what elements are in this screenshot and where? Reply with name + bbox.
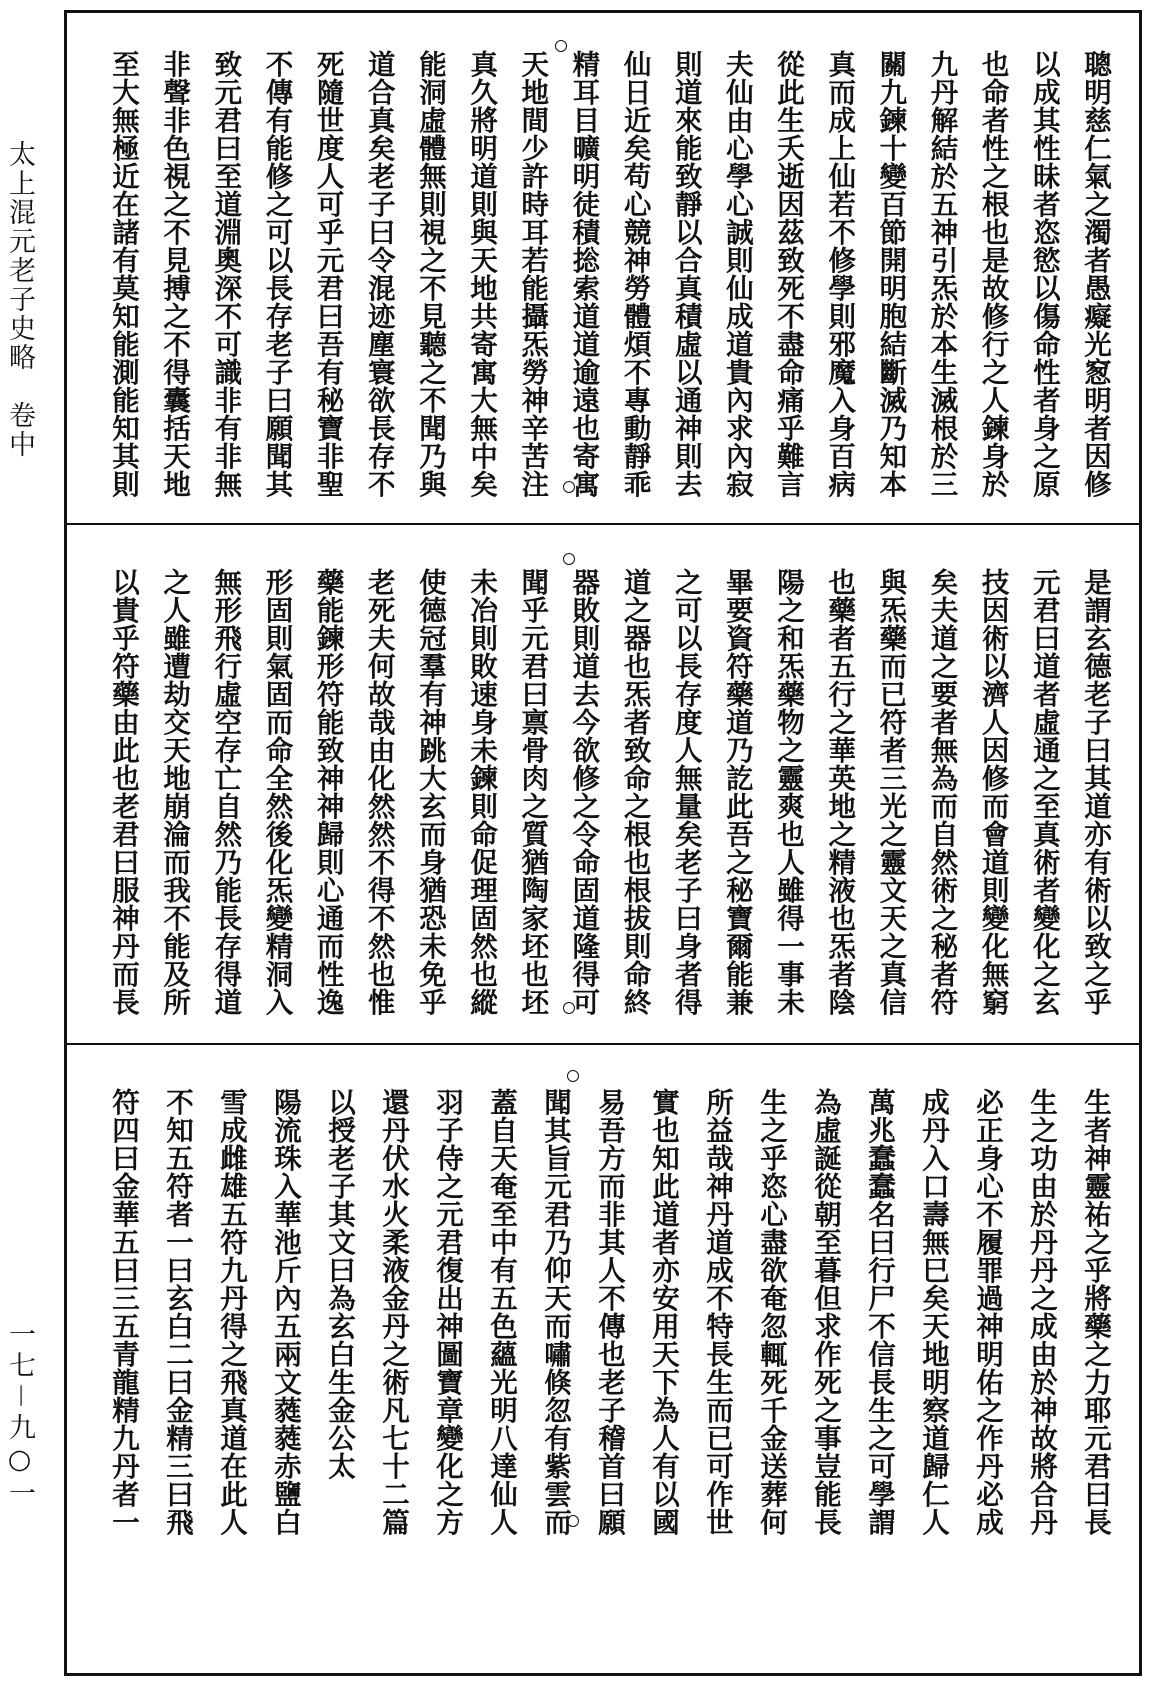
circle-mark [563, 553, 575, 565]
divider-lower [67, 1043, 1139, 1045]
margin-page-number: 一七－九○一 [4, 1320, 35, 1510]
text-column: 非聲非色視之不見搏之不得囊括天地 [158, 50, 191, 498]
text-column: 萬兆蠢蠢名曰行尸不信長生之可學謂 [863, 1088, 895, 1536]
text-column: 不知五符者一曰玄白二曰金精三曰飛 [161, 1088, 193, 1536]
text-column: 雪成雌雄五符九丹得之飛真道在此人 [215, 1088, 247, 1536]
text-column: 生者神靈祐之乎將藥之力耶元君曰長 [1079, 1088, 1111, 1536]
text-column: 之人雖遭劫交天地崩淪而我不能及所 [158, 568, 191, 1016]
text-column: 藥能鍊形符能致神神歸則心通而性逸 [311, 568, 344, 1016]
text-column: 精耳目曠明徒積捴索道道逾遠也寄寓 [567, 50, 600, 498]
text-column: 死隨世度人可乎元君曰吾有秘寶非聖 [311, 50, 344, 498]
text-column: 所益哉神丹道成不特長生而已可作世 [701, 1088, 733, 1536]
margin-title: 太上混元老子史略 卷中 [4, 140, 35, 459]
text-column: 羽子侍之元君復出神圖寶章變化之方 [431, 1088, 463, 1536]
text-panel-upper [100, 50, 1118, 510]
text-column: 以貴乎符藥由此也老君曰服神丹而長 [107, 568, 139, 1016]
text-column: 陽之和炁藥物之靈爽也人雖得一事未 [772, 568, 805, 1016]
text-column: 之可以長存度人無量矣老子曰身者得 [669, 568, 702, 1016]
text-column: 矣夫道之要者無為而自然術之秘者符 [925, 568, 958, 1016]
text-column: 技因術以濟人因修而會道則變化無窮 [976, 568, 1009, 1016]
text-column: 致元君曰至道淵奧深不可識非有非無 [209, 50, 242, 498]
text-column: 畢要資符藥道乃訖此吾之秘寶爾能兼 [720, 568, 753, 1016]
text-column: 至大無極近在諸有莫知能測能知其則 [107, 50, 139, 498]
text-column: 蓋自天奄至中有五色蘊光明八達仙人 [485, 1088, 517, 1536]
text-column: 真久將明道則與天地共寄寓大無中矣 [465, 50, 498, 498]
text-column: 形固則氣固而命全然後化炁變精洞入 [260, 568, 293, 1016]
text-column: 以成其性昧者恣慾以傷命性者身之原 [1027, 50, 1060, 498]
text-column: 道之器也炁者致命之根也根拔則命終 [618, 568, 651, 1016]
text-column: 與炁藥而已符者三光之靈文天之真信 [874, 568, 907, 1016]
text-column: 為虛誕從朝至暮但求作死之事豈能長 [809, 1088, 841, 1536]
text-column: 陽流珠入華池斤內五兩文蕤蕤赤鹽白 [269, 1088, 301, 1536]
text-column: 老死夫何故哉由化然然不得不然也惟 [362, 568, 395, 1016]
text-column: 元君曰道者虛通之至真術者變化之玄 [1027, 568, 1060, 1016]
text-column: 道合真矣老子曰令混迹塵寰欲長存不 [362, 50, 395, 498]
text-column: 無形飛行虛空存亡自然乃能長存得道 [209, 568, 242, 1016]
text-column: 生之乎恣心盡欲奄忽輒死千金送葬何 [755, 1088, 787, 1536]
text-column: 以授老子其文曰為玄白生金公太 [323, 1088, 355, 1480]
text-column: 生之功由於丹丹之成由於神故將合丹 [1025, 1088, 1057, 1536]
divider-upper [67, 523, 1139, 525]
text-column: 符四曰金華五曰三五青龍精九丹者一 [107, 1088, 139, 1536]
text-column: 能洞虛體無則視之不見聽之不聞乃與 [413, 50, 446, 498]
circle-mark [567, 1070, 579, 1082]
text-column: 未冶則敗速身未鍊則命促理固然也縱 [465, 568, 498, 1016]
text-column: 夫仙由心學心誠則仙成道貴內求內寂 [720, 50, 753, 498]
text-column: 實也知此道者亦安用天下為人有以國 [647, 1088, 679, 1536]
text-column: 成丹入口壽無巳矣天地明察道歸仁人 [917, 1088, 949, 1536]
text-column: 使德冠羣有神跳大玄而身猶恐未免乎 [413, 568, 446, 1016]
text-column: 聰明慈仁氣之濁者愚癡光䆫明者因修 [1078, 50, 1111, 498]
text-column: 仙日近矣苟心競神勞體煩不專動靜乖 [618, 50, 651, 498]
text-column: 必正身心不履罪過神明佑之作丹必成 [971, 1088, 1003, 1536]
text-column: 九丹解結於五神引炁於本生滅根於三 [925, 50, 958, 498]
text-column: 器敗則道去今欲修之令命固道隆得可 [567, 568, 600, 1016]
text-column: 也藥者五行之華英地之精液也炁者陰 [823, 568, 856, 1016]
text-column: 從此生夭逝因茲致死不盡命痛乎難言 [772, 50, 805, 498]
text-column: 還丹伏水火柔液金丹之術凡七十二篇 [377, 1088, 409, 1536]
text-column: 也命者性之根也是故修行之人鍊身於 [976, 50, 1009, 498]
text-column: 關九鍊十變百節開明胞結斷滅乃知本 [874, 50, 907, 498]
text-panel-middle [100, 568, 1118, 1028]
text-column: 聞其旨元君乃仰天而嘯倏忽有紫雲而 [539, 1088, 571, 1536]
text-column: 易吾方而非其人不傳也老子稽首曰願 [593, 1088, 625, 1536]
text-column: 天地間少許時耳若能攝炁勞神辛苦注 [516, 50, 549, 498]
text-column: 是謂玄德老子曰其道亦有術以致之乎 [1078, 568, 1111, 1016]
text-column: 不傳有能修之可以長存老子曰願聞其 [260, 50, 293, 498]
text-column: 聞乎元君曰禀骨肉之質猶陶家坯也坯 [516, 568, 549, 1016]
text-column: 真而成上仙若不修學則邪魔入身百病 [823, 50, 856, 498]
text-panel-lower [100, 1088, 1118, 1548]
text-column: 則道來能致靜以合真積虛以通神則去 [669, 50, 702, 498]
